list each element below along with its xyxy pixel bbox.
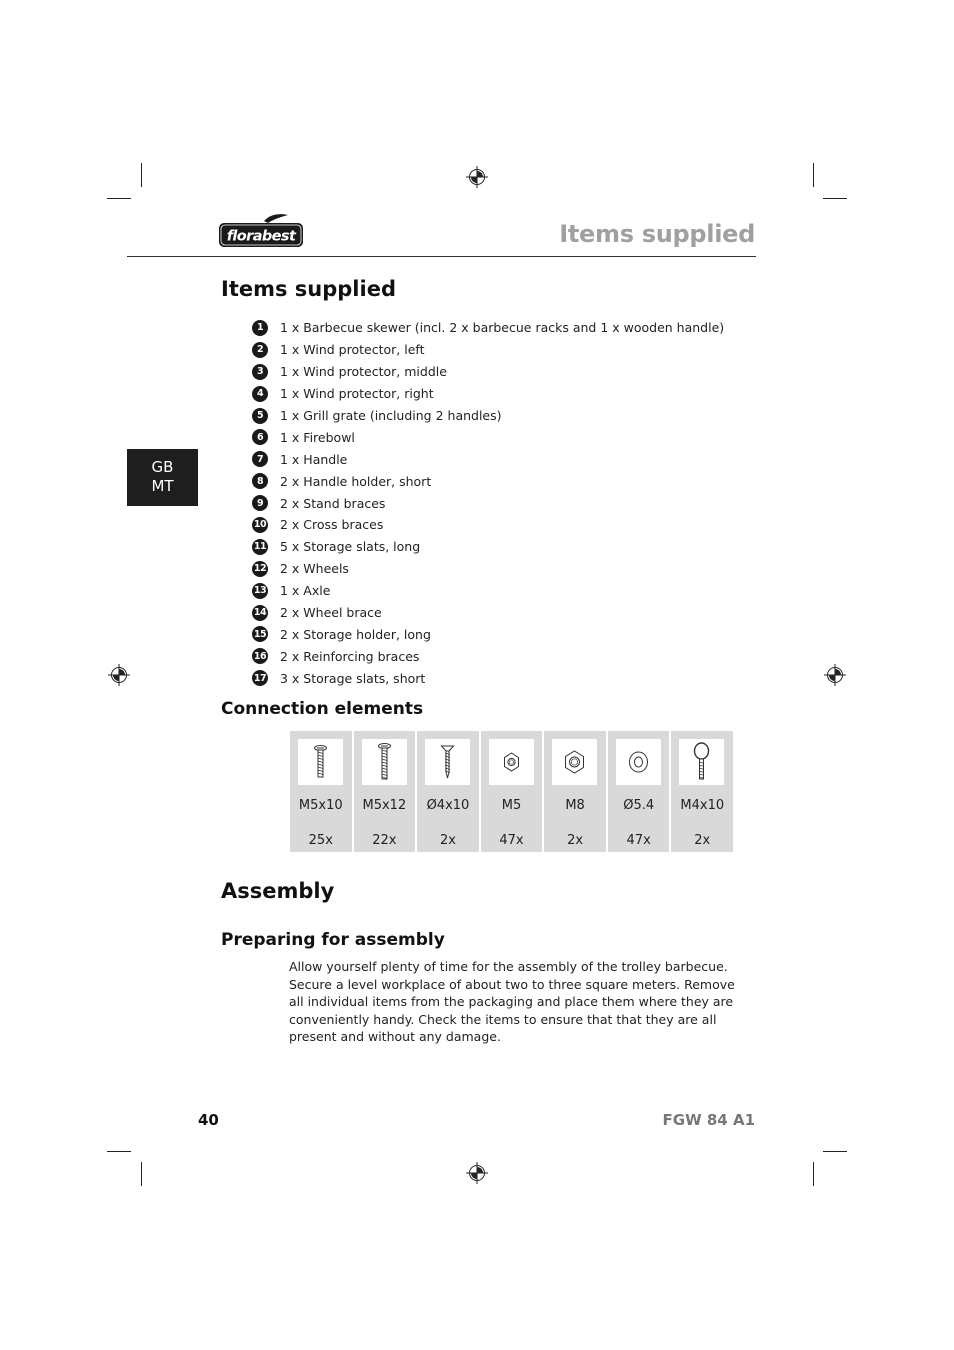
hardware-image: [616, 739, 661, 785]
list-item: [252, 405, 724, 427]
connection-elements-table: [290, 731, 733, 852]
hardware-image: [489, 739, 534, 785]
element-size: M4x10: [680, 798, 725, 813]
header-divider: [127, 256, 756, 257]
item-number-badge: 7: [252, 451, 268, 467]
registration-mark-icon: [466, 166, 488, 188]
preparing-assembly-text: Allow yourself plenty of time for the assembly of the trolley barbecue. Secure a level workplace of about two to three square meters. Remove all individual items from the packaging and place them where they are conveniently handy. Check the items to ensure that that they are all present and without any damage.: [289, 959, 735, 1044]
crop-mark: [141, 1162, 142, 1186]
assembly-heading: Assembly: [221, 879, 335, 903]
item-text: 1 x Wind protector, middle: [280, 364, 447, 380]
element-size: M5x10: [298, 798, 343, 813]
connection-element-cell: [608, 731, 672, 852]
item-text: 1 x Wind protector, right: [280, 386, 434, 402]
registration-mark-icon: [108, 664, 130, 686]
items-list: [252, 317, 724, 689]
item-text: 1 x Axle: [280, 583, 331, 599]
item-number-badge: 5: [252, 408, 268, 424]
item-number-badge: 9: [252, 495, 268, 511]
item-number-badge: 15: [252, 626, 268, 642]
connection-element-cell: [354, 731, 418, 852]
item-number-badge: 12: [252, 561, 268, 577]
list-item: [252, 645, 724, 667]
nut-large-icon: [552, 739, 597, 785]
element-quantity: 2x: [439, 833, 456, 848]
registration-mark-icon: [824, 664, 846, 686]
items-supplied-heading: Items supplied: [221, 277, 396, 301]
item-number-badge: 6: [252, 429, 268, 445]
item-number-badge: 4: [252, 386, 268, 402]
item-text: 1 x Grill grate (including 2 handles): [280, 408, 502, 423]
crop-mark: [813, 163, 814, 187]
item-text: 2 x Cross braces: [280, 517, 384, 533]
element-quantity: 47x: [499, 833, 524, 848]
connection-element-cell: [290, 731, 354, 852]
model-number: FGW 84 A1: [662, 1111, 755, 1129]
item-number-badge: 17: [252, 670, 268, 686]
header-title: Items supplied: [559, 220, 755, 248]
crop-mark: [813, 1162, 814, 1186]
list-item: [252, 383, 724, 405]
item-text: 1 x Firebowl: [280, 429, 355, 445]
list-item: [252, 339, 724, 361]
hardware-image: [298, 739, 343, 785]
hardware-image: [679, 739, 724, 785]
list-item: [252, 667, 724, 689]
item-text: 2 x Handle holder, short: [280, 473, 432, 489]
item-text: 1 x Handle: [280, 451, 348, 467]
item-number-badge: 13: [252, 583, 268, 599]
element-quantity: 25x: [308, 833, 333, 848]
item-number-badge: 11: [252, 539, 268, 555]
item-text: 2 x Wheel brace: [280, 605, 382, 621]
item-number-badge: 8: [252, 473, 268, 489]
list-item: [252, 514, 724, 536]
element-quantity: 22x: [372, 833, 397, 848]
language-code: MT: [151, 477, 174, 495]
item-text: 2 x Reinforcing braces: [280, 648, 420, 664]
preparing-assembly-heading: Preparing for assembly: [221, 930, 445, 950]
connection-element-cell: [481, 731, 545, 852]
element-size: Ø5.4: [623, 798, 655, 813]
element-quantity: 2x: [567, 833, 584, 848]
list-item: [252, 317, 724, 339]
florabest-logo: [218, 213, 304, 249]
crop-mark: [107, 1151, 131, 1152]
list-item: [252, 623, 724, 645]
language-code: GB: [151, 458, 174, 476]
list-item: [252, 448, 724, 470]
element-size: Ø4x10: [426, 798, 470, 813]
crop-mark: [107, 198, 131, 199]
screw-short-icon: [298, 739, 343, 785]
connection-element-cell: [544, 731, 608, 852]
element-size: M5x12: [362, 798, 407, 813]
list-item: [252, 426, 724, 448]
connection-element-cell: [417, 731, 481, 852]
nut-small-icon: [489, 739, 534, 785]
item-text: 3 x Storage slats, short: [280, 670, 426, 686]
element-quantity: 2x: [694, 833, 711, 848]
item-text: 1 x Barbecue skewer (incl. 2 x barbecue racks and 1 x wooden handle): [280, 320, 725, 336]
list-item: [252, 470, 724, 492]
item-text: 1 x Wind protector, left: [280, 342, 425, 358]
crop-mark: [141, 163, 142, 187]
item-text: 2 x Storage holder, long: [280, 626, 431, 642]
connection-element-cell: [671, 731, 733, 852]
item-number-badge: 1: [252, 320, 268, 336]
list-item: [252, 580, 724, 602]
element-quantity: 47x: [626, 833, 651, 848]
crop-mark: [823, 1151, 847, 1152]
connection-elements-heading: Connection elements: [221, 699, 424, 719]
language-tab: [127, 449, 198, 506]
page-number: 40: [198, 1111, 219, 1129]
element-size: M5: [501, 798, 522, 813]
item-number-badge: 16: [252, 648, 268, 664]
hardware-image: [362, 739, 407, 785]
wood-screw-icon: [425, 739, 470, 785]
hardware-image: [425, 739, 470, 785]
item-number-badge: 2: [252, 342, 268, 358]
list-item: [252, 361, 724, 383]
list-item: [252, 492, 724, 514]
logo-text: florabest: [226, 228, 296, 245]
registration-mark-icon: [466, 1162, 488, 1184]
element-size: M8: [565, 798, 585, 813]
washer-icon: [616, 739, 661, 785]
item-number-badge: 14: [252, 605, 268, 621]
hardware-image: [552, 739, 597, 785]
item-text: 2 x Stand braces: [280, 495, 386, 511]
list-item: [252, 602, 724, 624]
item-text: 5 x Storage slats, long: [280, 539, 421, 555]
list-item: [252, 536, 724, 558]
screw-long-icon: [362, 739, 407, 785]
crop-mark: [823, 198, 847, 199]
item-text: 2 x Wheels: [280, 561, 349, 577]
item-number-badge: 10: [252, 517, 268, 533]
list-item: [252, 558, 724, 580]
eye-bolt-icon: [679, 739, 724, 785]
item-number-badge: 3: [252, 364, 268, 380]
